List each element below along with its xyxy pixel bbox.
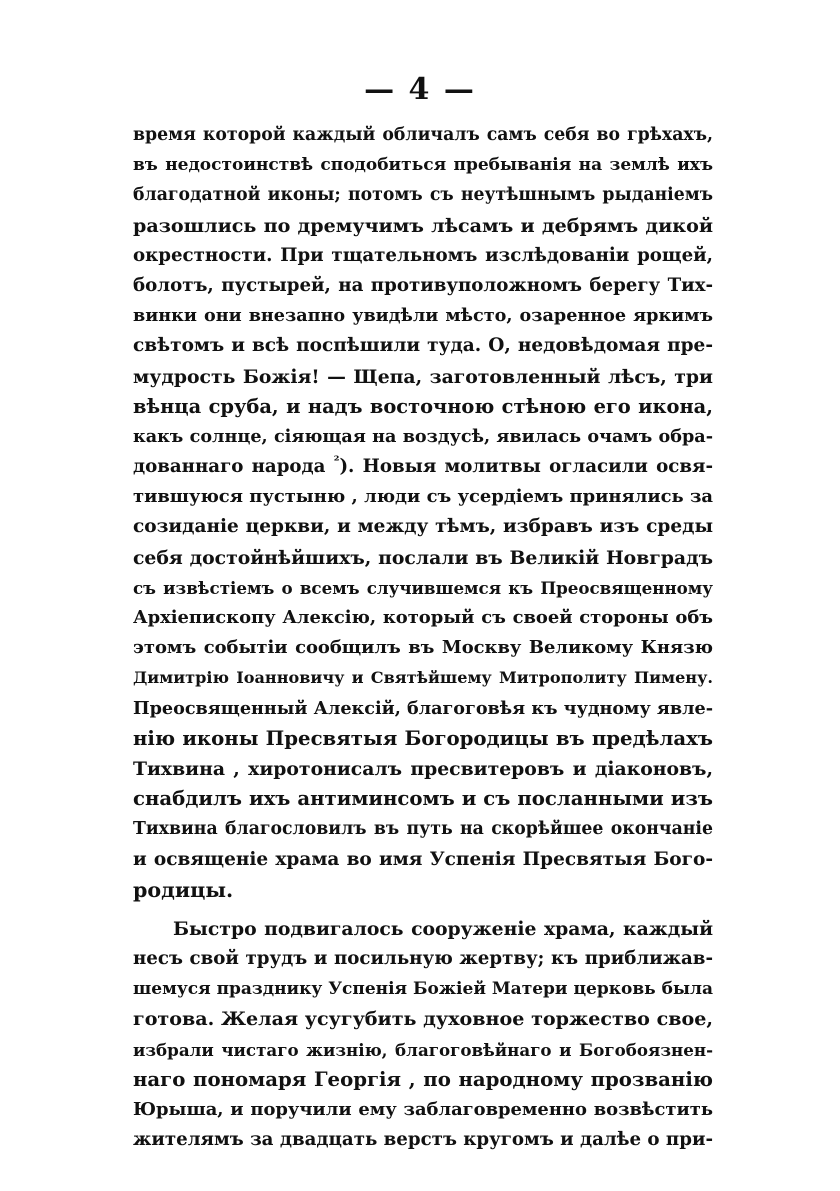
text-line: снабдилъ ихъ антиминсомъ и съ посланными изъ: [133, 787, 713, 811]
body-text: [133, 120, 713, 1155]
text-line: готова. Желая усугубить духовное торжество свое,: [133, 1007, 713, 1031]
footnote-reference: ²: [333, 454, 340, 469]
text-line: какъ солнце, сіяющая на воздусѣ, явилась очамъ обра-: [133, 425, 713, 447]
text-line: Архіепископу Алексію, который съ своей стороны объ: [133, 607, 713, 628]
text-line: съ извѣстіемъ о всемъ случившемся къ Преосвященному: [133, 577, 713, 598]
text-line: болотъ, пустырей, на противуположномъ берегу Тих-: [133, 274, 713, 296]
text-line: себя достойнѣйшихъ, послали въ Великій Новградъ: [133, 546, 713, 569]
text-line: свѣтомъ и всѣ поспѣшили туда. О, недовѣдомая пре-: [133, 335, 713, 357]
text-line: тившуюся пустыню , люди съ усердіемъ принялись за: [133, 486, 713, 508]
page-number: — 4 —: [364, 72, 476, 107]
text-line: въ недостоинствѣ сподобиться пребыванія на землѣ ихъ: [133, 155, 713, 176]
paragraph-gap: [133, 905, 713, 914]
text-line: окрестности. При тщательномъ изслѣдованіи рощей,: [133, 244, 713, 266]
text-line: этомъ событіи сообщилъ въ Москву Великому Князю: [133, 637, 713, 659]
text-line: Быстро подвигалось сооруженіе храма, каждый: [173, 917, 713, 940]
text-line: жителямъ за двадцать верстъ кругомъ и далѣе о при-: [133, 1129, 713, 1151]
text-line: избрали чистаго жизнію, благоговѣйнаго и Богобоязнен-: [133, 1039, 713, 1060]
text-segment: дованнаго народа: [133, 456, 326, 478]
text-line: разошлись по дремучимъ лѣсамъ и дебрямъ дикой: [133, 213, 713, 237]
text-line: шемуся празднику Успенія Божіей Матери церковь была: [133, 979, 713, 1000]
text-line: несъ свой трудъ и посильную жертву; къ приближав-: [133, 948, 713, 970]
text-line: Тихвина , хиротонисалъ пресвитеровъ и діаконовъ,: [133, 757, 713, 780]
text-line: благодатной иконы; потомъ съ неутѣшнымъ рыданіемъ: [133, 185, 713, 206]
paragraph-1: [133, 120, 713, 905]
text-line: созиданіе церкви, и между тѣмъ, избравъ изъ среды: [133, 516, 713, 538]
text-line: винки они внезапно увидѣли мѣсто, озаренное яркимъ: [133, 305, 713, 327]
text-segment: ). Новыя молитвы огласили освя-: [339, 456, 713, 478]
text-line: нію иконы Пресвятыя Богородицы въ предѣлахъ: [133, 726, 713, 750]
text-line: наго пономаря Георгія , по народному прозванію: [133, 1067, 713, 1091]
text-line: Юрыша, и поручили ему заблаговременно возвѣстить: [133, 1099, 713, 1120]
text-line: Тихвина благословилъ въ путь на скорѣйшее окончаніе: [133, 819, 713, 840]
text-line: и освященіе храма во имя Успенія Пресвятыя Бого-: [133, 848, 713, 870]
paragraph-2: [133, 914, 713, 1156]
text-line: вѣнца сруба, и надъ восточною стѣною его икона,: [133, 394, 713, 418]
text-line-with-footnote: [133, 452, 713, 482]
text-line: Димитрію Іоанновичу и Святѣйшему Митрополиту Пимену.: [133, 668, 713, 688]
text-line: время которой каждый обличалъ самъ себя во грѣхахъ,: [133, 125, 713, 145]
text-line: родицы.: [133, 877, 234, 902]
text-line: Преосвященный Алексій, благоговѣя къ чудному явле-: [133, 697, 713, 719]
text-line: мудрость Божія! — Щепа, заготовленный лѣсъ, три: [133, 365, 713, 388]
